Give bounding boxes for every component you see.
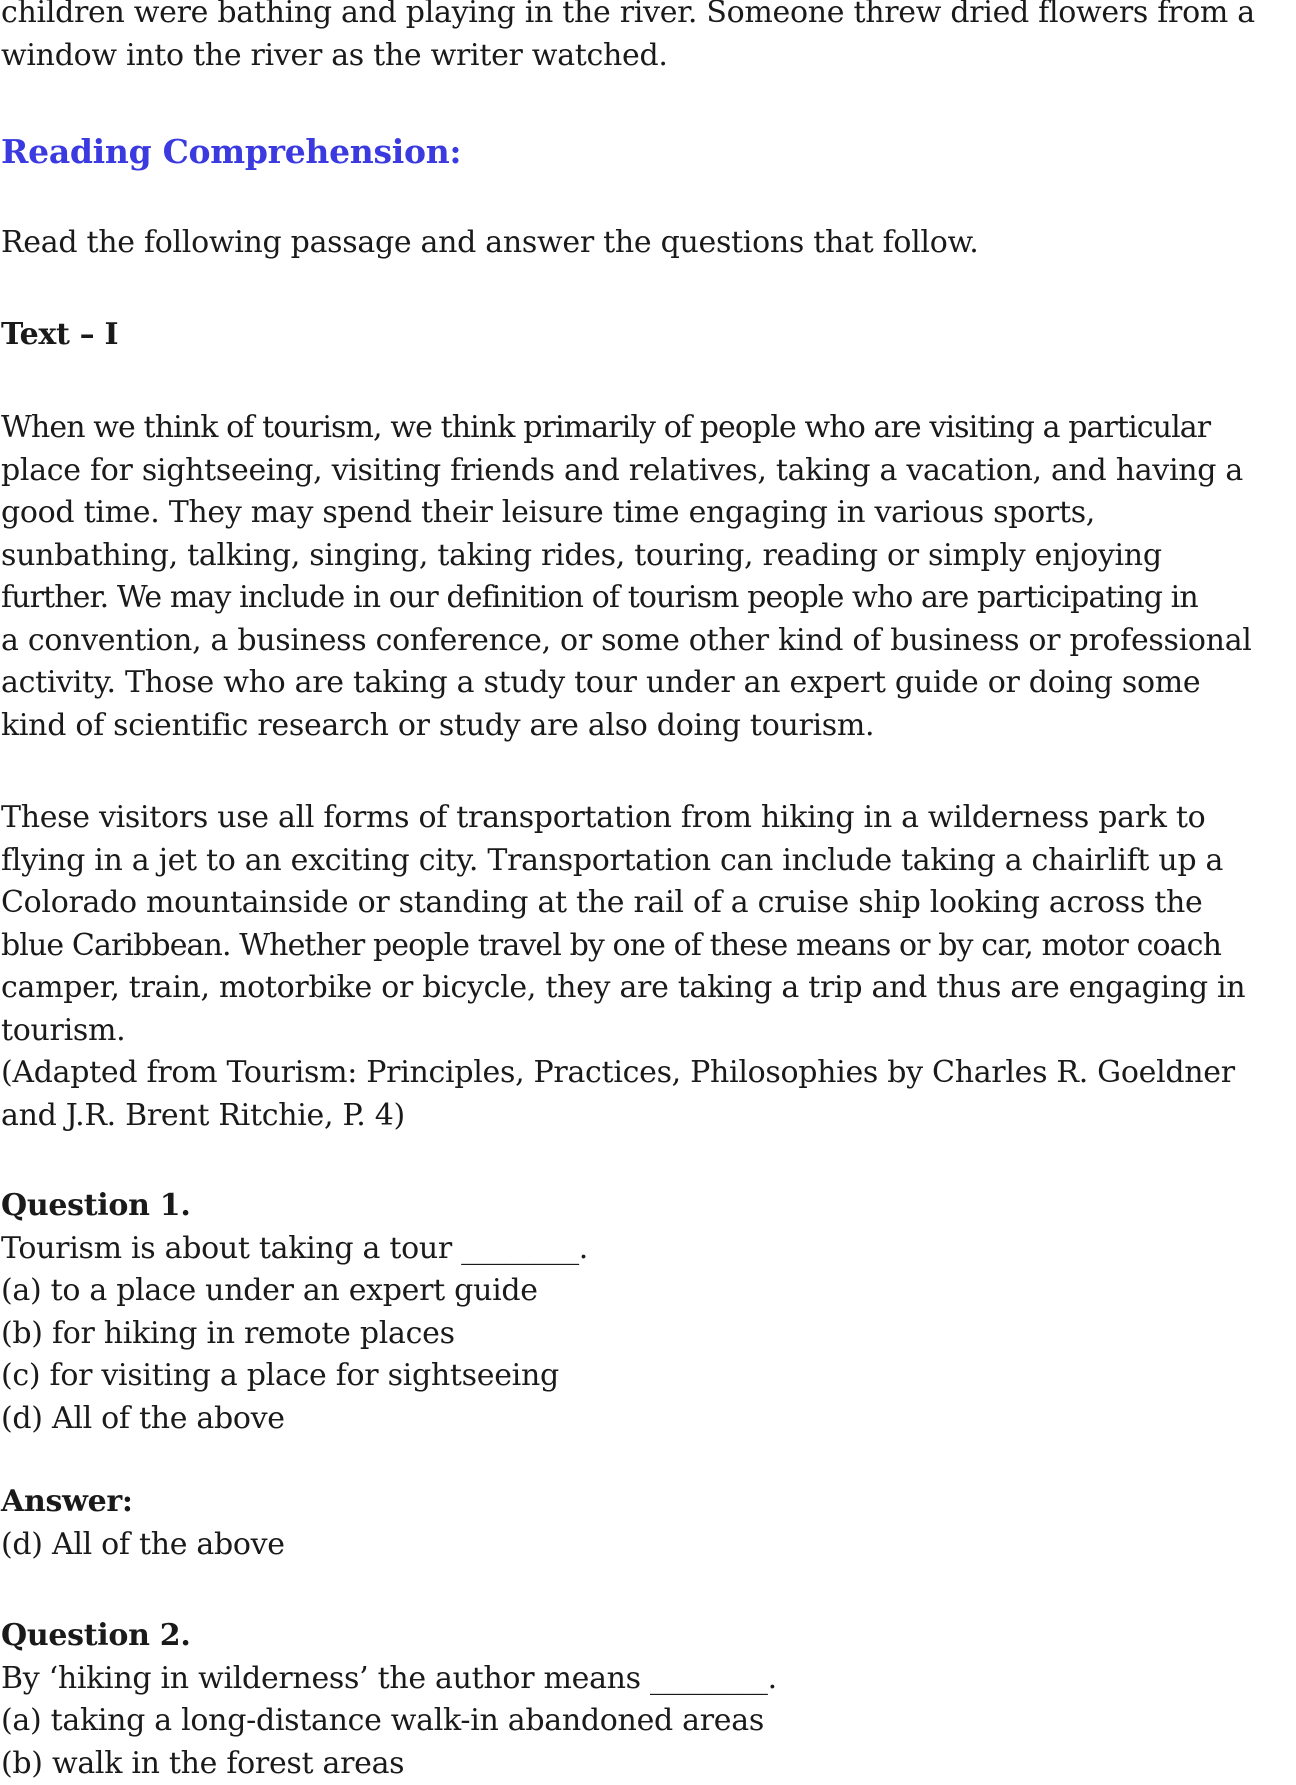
citation-line: (Adapted from Tourism: Principles, Practices, Philosophies by Charles R. Goeldner xyxy=(1,1052,1245,1095)
passage-paragraph-1 xyxy=(1,407,1252,747)
section-heading: Reading Comprehension: xyxy=(1,128,461,176)
option-b: (b) for hiking in remote places xyxy=(1,1313,588,1356)
answer-text: (d) All of the above xyxy=(1,1524,285,1567)
question-prompt: Tourism is about taking a tour ________. xyxy=(1,1228,588,1271)
question-1 xyxy=(1,1185,588,1440)
text-line: activity. Those who are taking a study tour under an expert guide or doing some xyxy=(1,662,1252,705)
text-label: Text – I xyxy=(1,314,118,357)
option-a: (a) taking a long-distance walk-in abandoned areas xyxy=(1,1700,777,1743)
text-line: blue Caribbean. Whether people travel by one of these means or by car, motor coach xyxy=(1,925,1245,968)
text-line: place for sightseeing, visiting friends and relatives, taking a vacation, and having a xyxy=(1,450,1252,493)
text-line: Colorado mountainside or standing at the rail of a cruise ship looking across the xyxy=(1,882,1245,925)
text-line: These visitors use all forms of transportation from hiking in a wilderness park to xyxy=(1,797,1245,840)
question-label: Question 1. xyxy=(1,1185,588,1228)
answer-1 xyxy=(1,1481,285,1566)
option-b: (b) walk in the forest areas xyxy=(1,1743,777,1785)
option-c: (c) for visiting a place for sightseeing xyxy=(1,1355,588,1398)
text-line: kind of scientific research or study are also doing tourism. xyxy=(1,705,1252,748)
intro-paragraph xyxy=(1,0,1255,77)
text-line: flying in a jet to an exciting city. Transportation can include taking a chairlift up a xyxy=(1,840,1245,883)
question-label: Question 2. xyxy=(1,1615,777,1658)
text-line: sunbathing, talking, singing, taking rides, touring, reading or simply enjoying xyxy=(1,535,1252,578)
option-a: (a) to a place under an expert guide xyxy=(1,1270,588,1313)
text-line: a convention, a business conference, or some other kind of business or professional xyxy=(1,620,1252,663)
option-d: (d) All of the above xyxy=(1,1398,588,1441)
citation-line: and J.R. Brent Ritchie, P. 4) xyxy=(1,1095,1245,1138)
question-prompt: By ‘hiking in wilderness’ the author means ________. xyxy=(1,1658,777,1701)
text-line: tourism. xyxy=(1,1010,1245,1053)
text-line: window into the river as the writer watched. xyxy=(1,35,1255,78)
text-line: further. We may include in our definition of tourism people who are participating in xyxy=(1,577,1252,620)
text-line: children were bathing and playing in the river. Someone threw dried flowers from a xyxy=(1,0,1255,35)
answer-label: Answer: xyxy=(1,1481,285,1524)
text-line: camper, train, motorbike or bicycle, they are taking a trip and thus are engaging in xyxy=(1,967,1245,1010)
passage-paragraph-2 xyxy=(1,797,1245,1137)
instruction-text: Read the following passage and answer the questions that follow. xyxy=(1,222,979,265)
question-2 xyxy=(1,1615,777,1785)
text-line: When we think of tourism, we think primarily of people who are visiting a particular xyxy=(1,407,1252,450)
text-line: good time. They may spend their leisure time engaging in various sports, xyxy=(1,492,1252,535)
